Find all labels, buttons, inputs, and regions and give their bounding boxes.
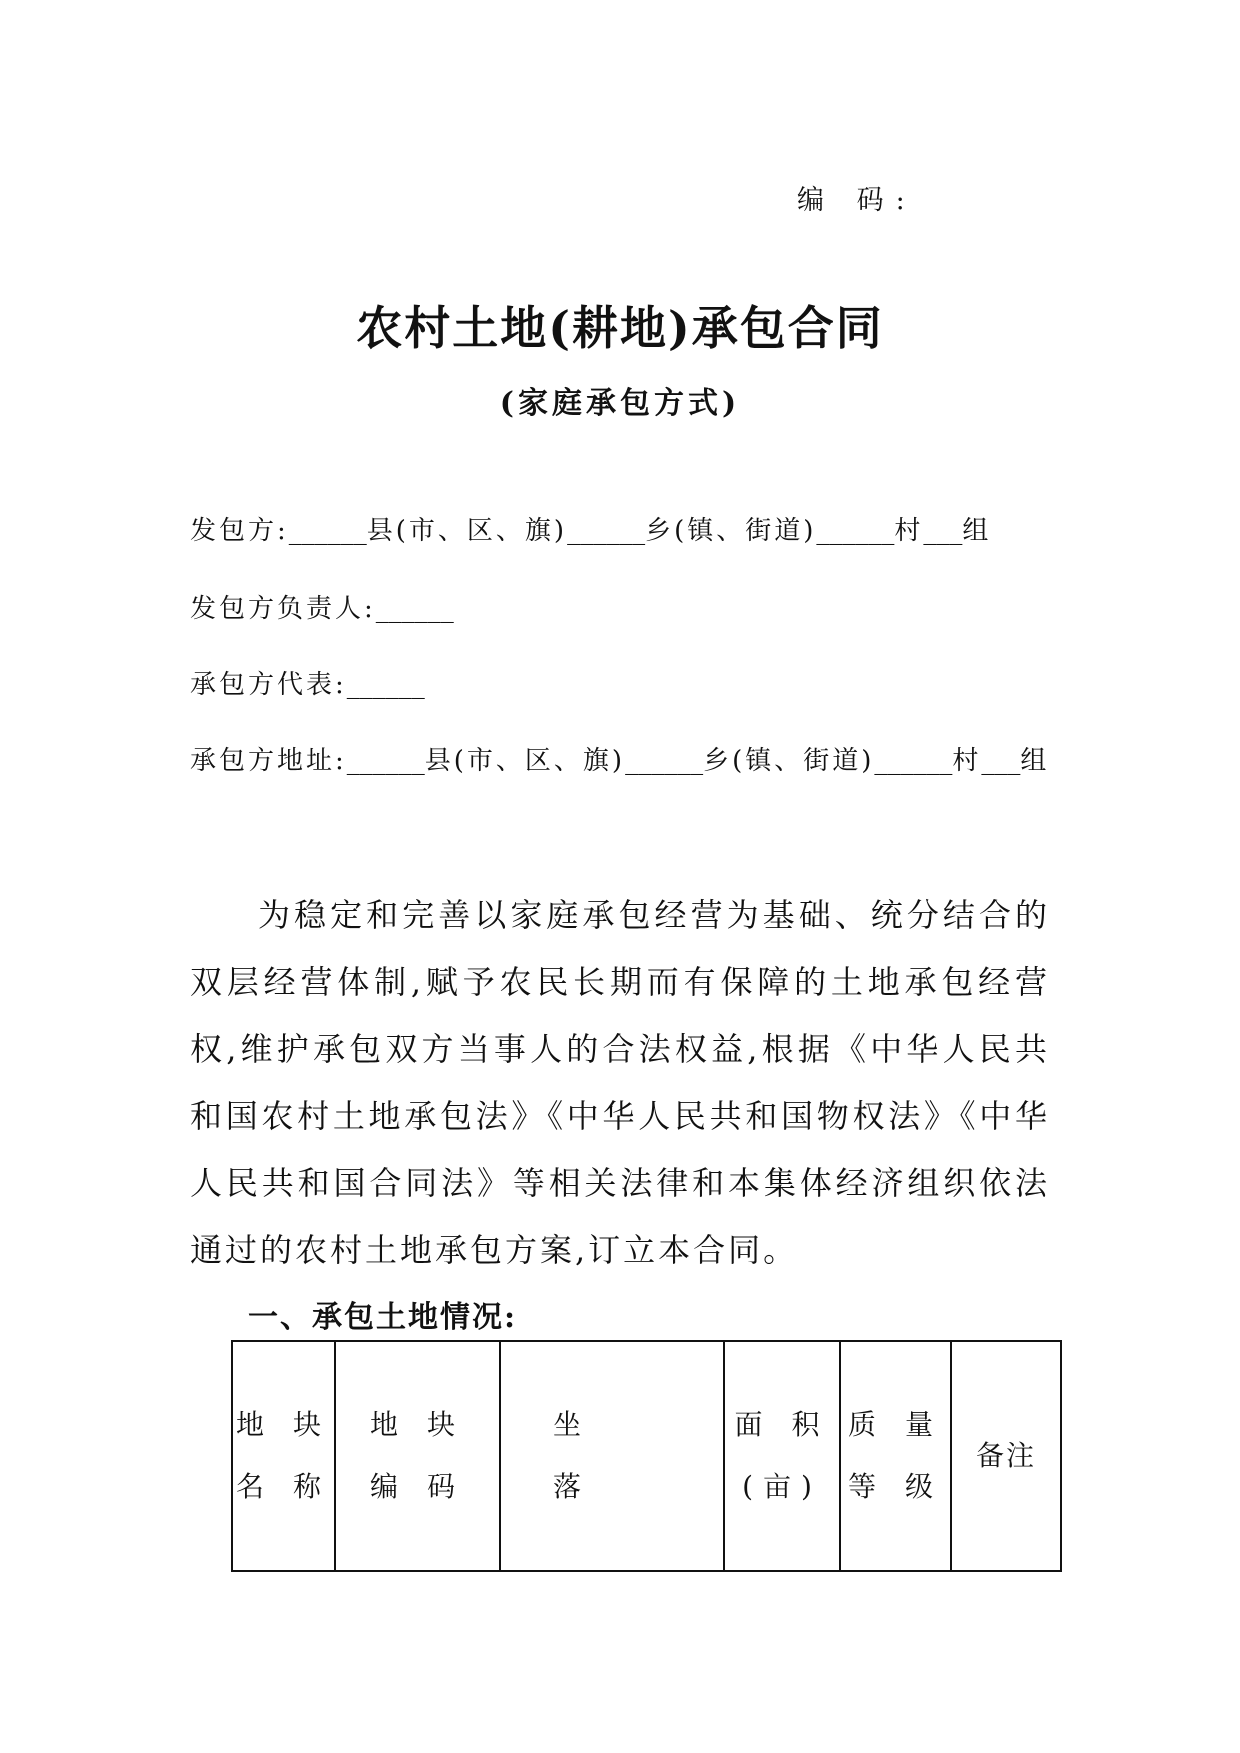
addr-township-text: 乡(镇、街道) (703, 746, 875, 776)
intro-paragraph: 为稳定和完善以家庭承包经营为基础、统分结合的双层经营体制,赋予农民长期而有保障的土地承包经营权,维护承包双方当事人的合法权益,根据《中华人民共和国农村土地承包法》《中华人民共和国物权法》《中华人民共和国合同法》等相关法律和本集体经济组织依法通过的农村土地承包方案,订立本合同。 (190, 896, 1050, 1269)
table-header-row (232, 1341, 1061, 1571)
document-code-label: 编 码: (797, 185, 917, 216)
blank-contractor-rep[interactable]: ______ (346, 670, 425, 700)
blank-township[interactable]: ______ (567, 516, 646, 546)
header-area: 面 积 (亩) (724, 1341, 840, 1571)
blank-village[interactable]: ______ (816, 516, 895, 546)
issuer-head-line (190, 588, 454, 625)
addr-group-text: 组 (1020, 746, 1050, 776)
header-quality-grade: 质 量 等 级 (840, 1341, 951, 1571)
section-heading-land: 一、承包土地情况: (248, 1300, 518, 1335)
header-plot-name: 地 块 名 称 (232, 1341, 335, 1571)
header-remarks: 备注 (951, 1341, 1061, 1571)
addr-county-text: 县(市、区、旗) (424, 746, 626, 776)
blank-issuer-head[interactable]: ______ (375, 594, 454, 624)
contractor-rep-label: 承包方代表: (190, 670, 347, 700)
issuer-line (190, 510, 991, 547)
blank-addr-group[interactable]: ___ (981, 746, 1021, 776)
addr-village-text: 村 (952, 746, 982, 776)
county-text: 县(市、区、旗) (366, 516, 568, 546)
header-plot-code: 地 块 编 码 (335, 1341, 500, 1571)
contractor-rep-line (190, 664, 425, 701)
contract-subtitle: (家庭承包方式) (499, 386, 741, 421)
contract-title: 农村土地(耕地)承包合同 (356, 301, 884, 355)
contractor-address-line (190, 740, 1049, 777)
village-text: 村 (894, 516, 924, 546)
group-text: 组 (962, 516, 992, 546)
blank-county[interactable]: ______ (288, 516, 367, 546)
township-text: 乡(镇、街道) (645, 516, 817, 546)
blank-group[interactable]: ___ (923, 516, 963, 546)
header-location: 坐 落 (500, 1341, 724, 1571)
issuer-head-label: 发包方负责人: (190, 594, 376, 624)
issuer-label: 发包方: (190, 516, 289, 546)
land-table (231, 1340, 1062, 1572)
blank-addr-county[interactable]: ______ (346, 746, 425, 776)
blank-addr-township[interactable]: ______ (625, 746, 704, 776)
blank-addr-village[interactable]: ______ (874, 746, 953, 776)
contractor-address-label: 承包方地址: (190, 746, 347, 776)
